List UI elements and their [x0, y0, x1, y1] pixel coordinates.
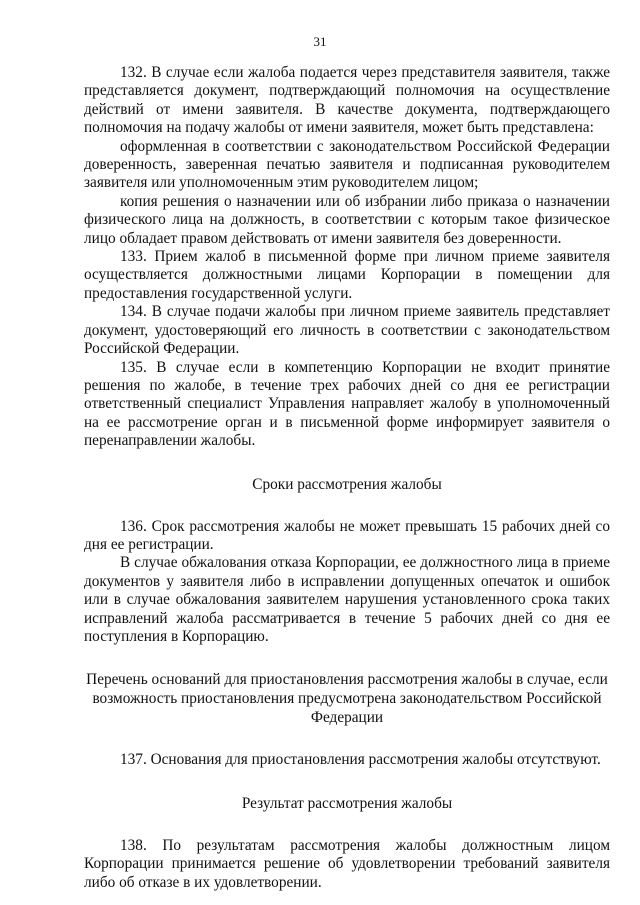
document-body: [84, 64, 610, 892]
paragraph-134: 134. В случае подачи жалобы при личном приеме заявитель представляет документ, удостоверяющий его личность в соответствии с законодательством Российской Федерации.: [84, 303, 610, 358]
paragraph-appeal-refusal: В случае обжалования отказа Корпорации, ее должностного лица в приеме документов у заявителя либо в исправлении допущенных опечаток и ошибок или в случае обжалования заявителем нарушения установленного срока таких исправлений жалоба рассматривается в течение 5 рабочих дней со дня ее поступления в Корпорацию.: [84, 554, 610, 645]
paragraph-136: 136. Срок рассмотрения жалобы не может превышать 15 рабочих дней со дня ее регистрации.: [84, 517, 610, 553]
paragraph-appointment-copy: копия решения о назначении или об избрании либо приказа о назначении физического лица на должность, в соответствии с которым такое физическое лицо обладает правом действовать от имени заявителя без доверенности.: [84, 192, 610, 247]
paragraph-power-of-attorney: оформленная в соответствии с законодательством Российской Федерации доверенность, заверенная печатью заявителя и подписанная руководителем заявителя или уполномоченным этим руководителем лицом;: [84, 137, 610, 192]
paragraph-138: 138. По результатам рассмотрения жалобы должностным лицом Корпорации принимается решение об удовлетворении требований заявителя либо об отказе в их удовлетворении.: [84, 836, 610, 891]
paragraph-133: 133. Прием жалоб в письменной форме при личном приеме заявителя осуществляется должностными лицами Корпорации в помещении для предоставления государственной услуги.: [84, 248, 610, 302]
section-heading-result: Результат рассмотрения жалобы: [241, 794, 453, 812]
section-heading-suspension: Перечень оснований для приостановления рассмотрения жалобы в случае, если возможность приостановления предусмотрена законодательством Российской Федерации: [86, 671, 608, 727]
section-heading-deadlines: Сроки рассмотрения жалобы: [252, 475, 442, 493]
page-number: 31: [313, 34, 327, 49]
paragraph-137: 137. Основания для приостановления рассмотрения жалобы отсутствуют.: [120, 751, 601, 769]
paragraph-135: 135. В случае если в компетенцию Корпорации не входит принятие решения по жалобе, в течение трех рабочих дней со дня ее регистрации ответственный специалист Управления направляет жалобу в уполномоченный на ее рассмотрение орган и в письменной форме информирует заявителя о перенаправлении жалобы.: [84, 358, 610, 450]
paragraph-132: 132. В случае если жалоба подается через представителя заявителя, также представляется документ, подтверждающий полномочия на осуществление действий от имени заявителя. В качестве документа, подтверждающего полномочия на подачу жалобы от имени заявителя, может быть представлена:: [84, 64, 610, 137]
